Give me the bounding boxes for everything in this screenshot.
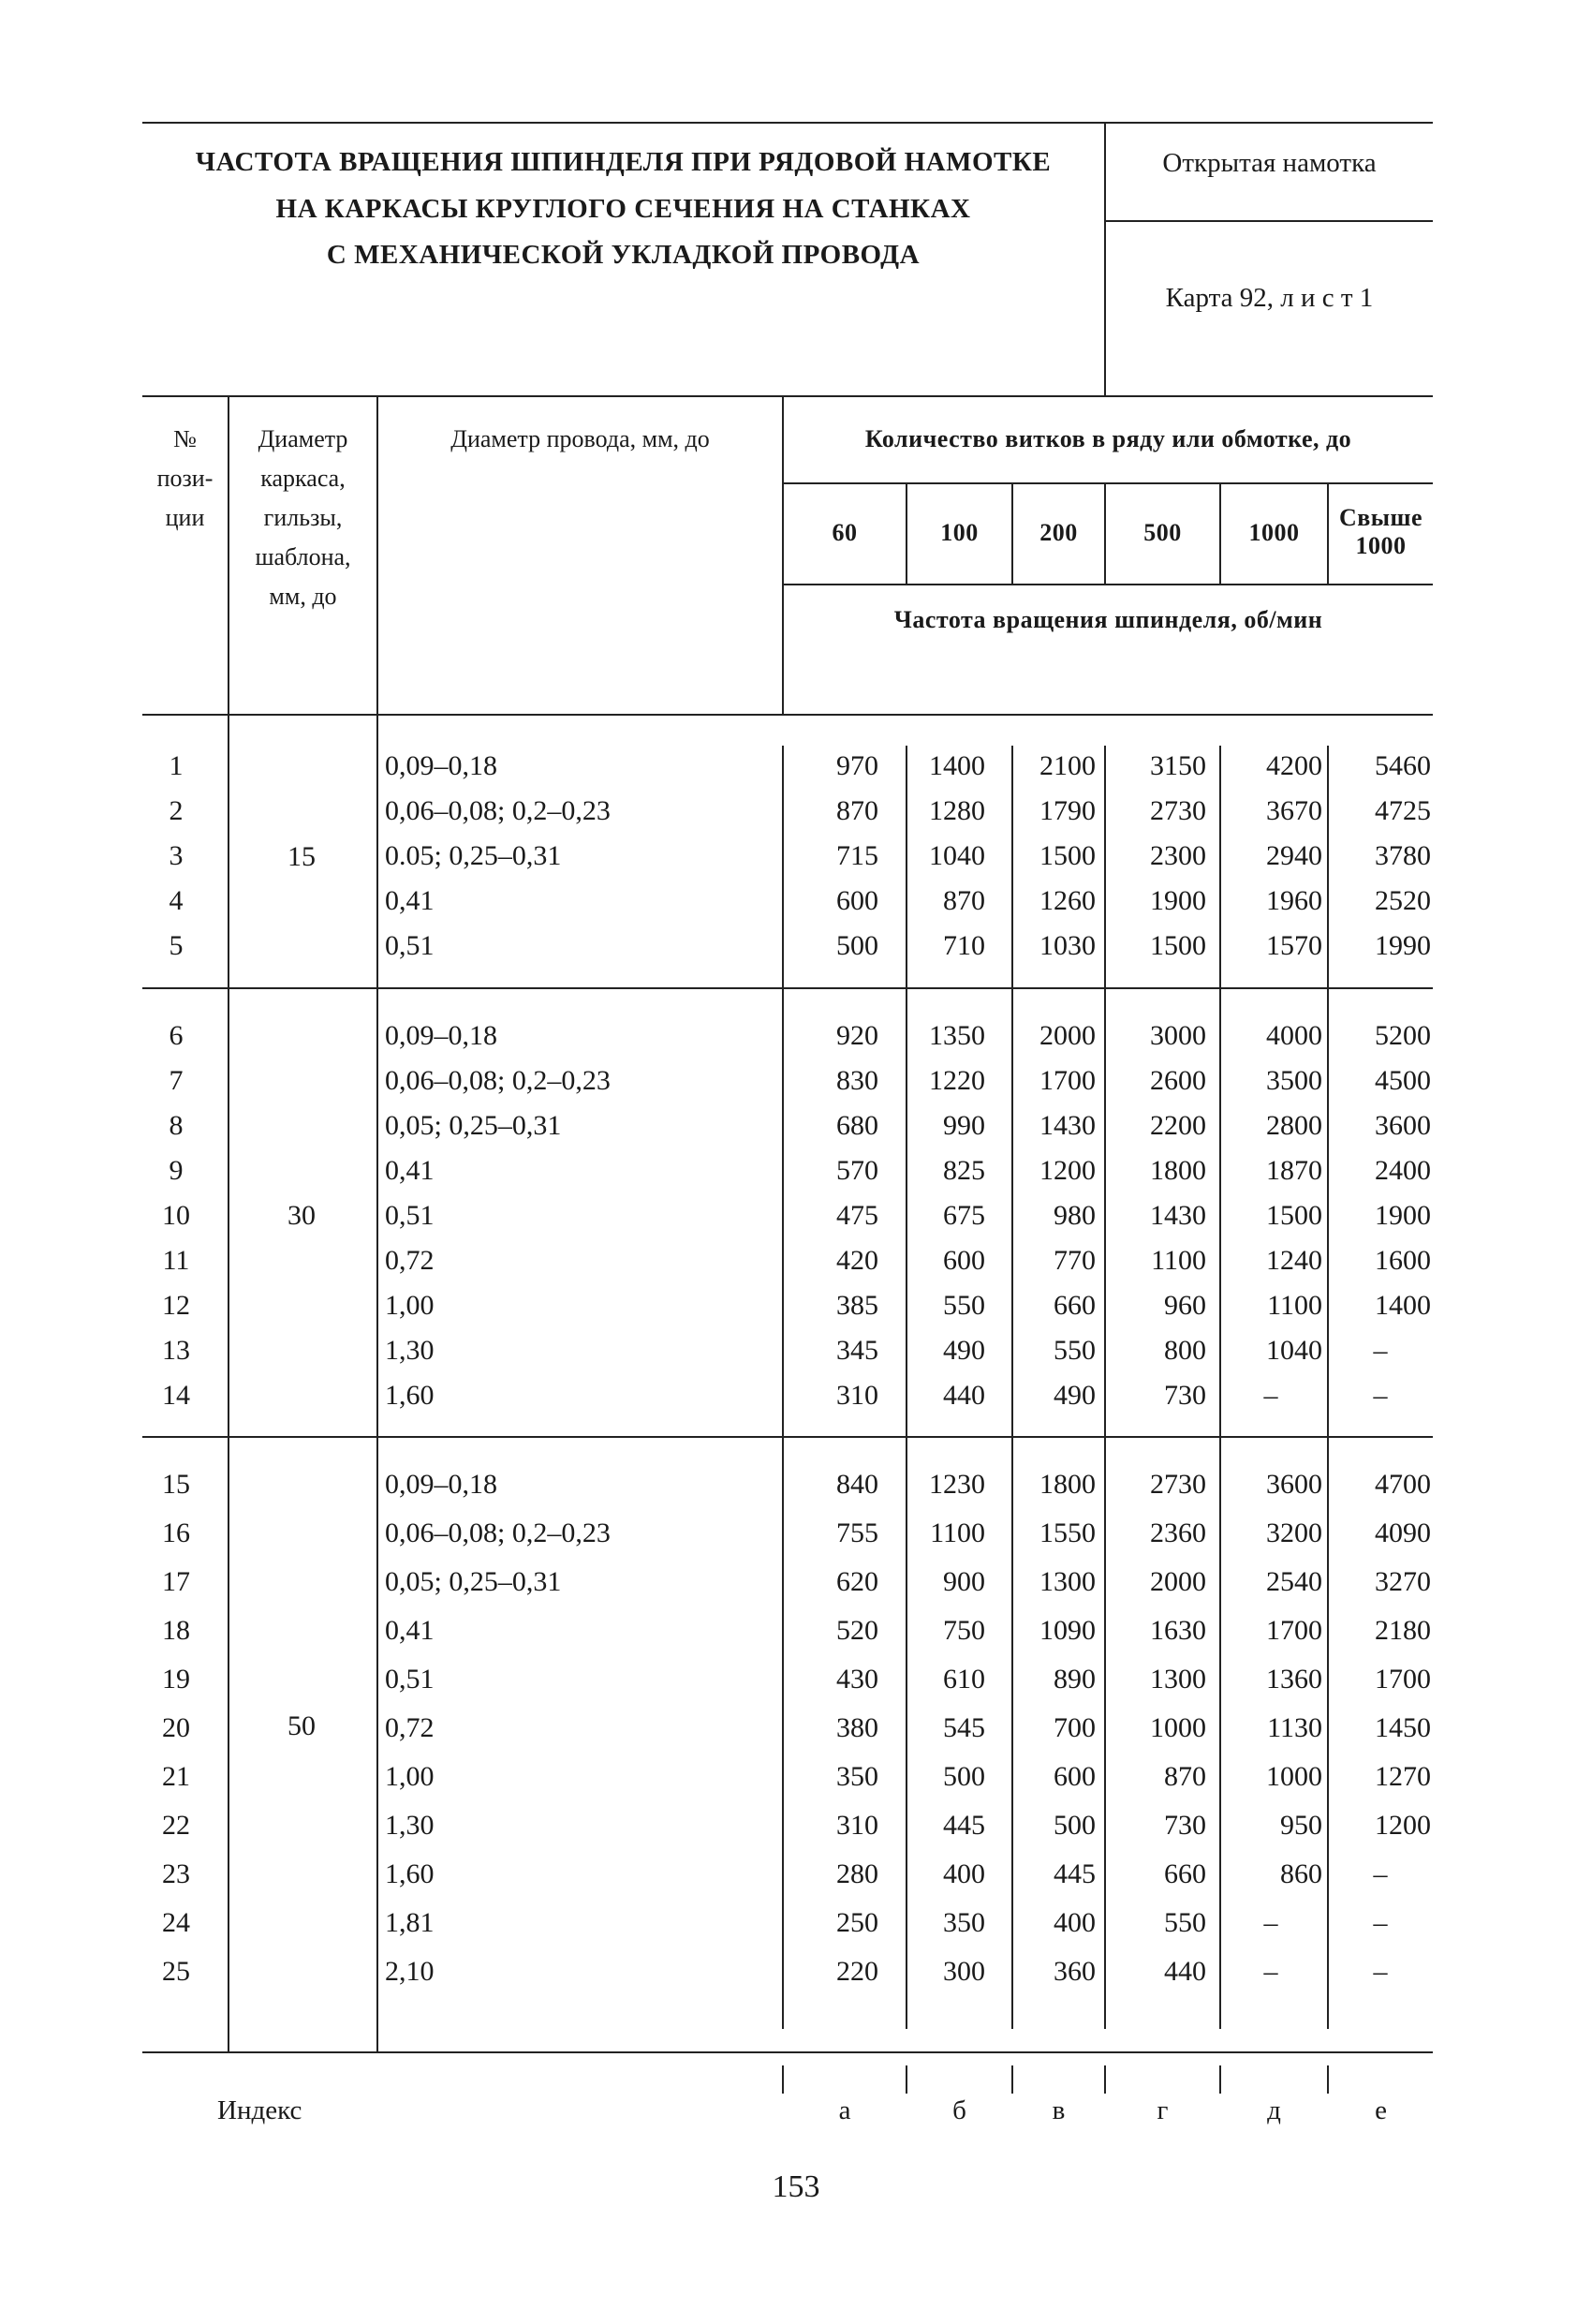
speed-g: 1800 — [1150, 1155, 1206, 1186]
wire-diameter: 0,09–0,18 — [385, 1469, 497, 1500]
speed-a: 250 — [836, 1907, 878, 1938]
speed-g: 1300 — [1150, 1664, 1206, 1695]
wire-diameter: 0,09–0,18 — [385, 750, 497, 781]
col-header-number — [142, 423, 228, 534]
speed-a: 715 — [836, 840, 878, 871]
index-tick-d — [1219, 2065, 1221, 2094]
speed-b: 990 — [943, 1110, 985, 1141]
speed-d: 3500 — [1266, 1065, 1322, 1096]
wire-diameter: 0,05; 0,25–0,31 — [385, 1110, 562, 1141]
group-rule-2 — [142, 1436, 1433, 1438]
speed-v: 490 — [1054, 1380, 1096, 1411]
row-number: 16 — [162, 1517, 190, 1548]
col-header-wire-diameter: Диаметр провода, мм, до — [450, 425, 710, 452]
col-header-speed: Частота вращения шпинделя, об/мин — [893, 606, 1323, 633]
speed-a: 385 — [836, 1290, 878, 1321]
speed-a: 830 — [836, 1065, 878, 1096]
index-tick-e — [1327, 2065, 1329, 2094]
wire-diameter: 0,09–0,18 — [385, 1020, 497, 1051]
speed-a: 475 — [836, 1200, 878, 1231]
turns-100: 100 — [940, 519, 979, 546]
speed-e: 5460 — [1375, 750, 1431, 781]
speed-v: 445 — [1054, 1858, 1096, 1889]
speed-d: – — [1263, 1907, 1278, 1938]
speed-e: 2520 — [1375, 885, 1431, 916]
row-number: 25 — [162, 1956, 190, 1987]
col-header-number-line-2: пози- — [156, 465, 214, 492]
speed-v: 660 — [1054, 1290, 1096, 1321]
frame-diameter-50: 50 — [287, 1710, 316, 1741]
wire-diameter: 0,51 — [385, 1664, 435, 1695]
speed-b: 1100 — [930, 1517, 985, 1548]
row-number: 19 — [162, 1664, 190, 1695]
speed-e: 4500 — [1375, 1065, 1431, 1096]
frame-diameter-15: 15 — [287, 841, 316, 872]
speed-d: 1100 — [1267, 1290, 1322, 1321]
turns-60: 60 — [832, 519, 858, 546]
row-number: 12 — [162, 1290, 190, 1321]
speed-g: 1100 — [1151, 1245, 1206, 1276]
speed-d: 860 — [1280, 1858, 1322, 1889]
speed-b: 1040 — [929, 840, 985, 871]
wire-diameter: 1,30 — [385, 1335, 435, 1366]
speed-g: 3000 — [1150, 1020, 1206, 1051]
speed-header-rule — [782, 584, 1433, 585]
col-header-frame-line-4: шаблона, — [255, 543, 351, 570]
wire-diameter: 0,06–0,08; 0,2–0,23 — [385, 1065, 611, 1096]
turns-over-1000: Свыше 1000 — [1338, 504, 1423, 559]
speed-g: 3150 — [1150, 750, 1206, 781]
turns-500: 500 — [1143, 519, 1182, 546]
speed-e: – — [1373, 1858, 1388, 1889]
col-header-frame-diameter — [229, 423, 376, 613]
row-number: 22 — [162, 1810, 190, 1841]
row-number: 2 — [169, 795, 184, 826]
speed-d: 2940 — [1266, 840, 1322, 871]
speed-a: 620 — [836, 1566, 878, 1597]
index-g: г — [1157, 2095, 1169, 2125]
row-number: 11 — [162, 1245, 190, 1276]
speed-a: 220 — [836, 1956, 878, 1987]
col-header-frame-line-5: мм, до — [269, 583, 337, 610]
group-rule-1 — [142, 987, 1433, 989]
speed-e: 2400 — [1375, 1155, 1431, 1186]
row-number: 13 — [162, 1335, 190, 1366]
table-bottom-rule — [142, 2051, 1433, 2053]
speed-g: 2360 — [1150, 1517, 1206, 1548]
wire-diameter: 0,06–0,08; 0,2–0,23 — [385, 795, 611, 826]
speed-v: 400 — [1054, 1907, 1096, 1938]
speed-d: 1960 — [1266, 885, 1322, 916]
speed-a: 970 — [836, 750, 878, 781]
index-tick-b — [906, 2065, 907, 2094]
speed-a: 345 — [836, 1335, 878, 1366]
col-line-e-body — [1327, 746, 1329, 2029]
speed-e: 5200 — [1375, 1020, 1431, 1051]
speed-a: 430 — [836, 1664, 878, 1695]
col-header-number-line-3: ции — [165, 504, 205, 531]
title-line-1: ЧАСТОТА ВРАЩЕНИЯ ШПИНДЕЛЯ ПРИ РЯДОВОЙ НАМОТКЕ — [195, 147, 1052, 177]
speed-b: 750 — [943, 1615, 985, 1646]
speed-b: 675 — [943, 1200, 985, 1231]
wire-diameter: 1,30 — [385, 1810, 435, 1841]
speed-g: 2000 — [1150, 1566, 1206, 1597]
wire-diameter: 1,60 — [385, 1380, 435, 1411]
col-line-g-body — [1104, 746, 1106, 2029]
speed-v: 2100 — [1039, 750, 1096, 781]
speed-g: 2730 — [1150, 1469, 1206, 1500]
table-header-rule — [142, 714, 1433, 716]
row-number: 24 — [162, 1907, 190, 1938]
speed-v: 1090 — [1039, 1615, 1096, 1646]
col-line-frame — [376, 397, 378, 2053]
wire-diameter: 1,60 — [385, 1858, 435, 1889]
speed-v: 360 — [1054, 1956, 1096, 1987]
speed-b: 1230 — [929, 1469, 985, 1500]
speed-v: 2000 — [1039, 1020, 1096, 1051]
col-header-frame-line-2: каркаса, — [260, 465, 346, 492]
speed-b: 400 — [943, 1858, 985, 1889]
wire-diameter: 0,41 — [385, 885, 435, 916]
col-line-b-body — [906, 746, 907, 2029]
wire-diameter: 0,72 — [385, 1245, 435, 1276]
speed-a: 500 — [836, 930, 878, 961]
speed-b: 300 — [943, 1956, 985, 1987]
speed-a: 870 — [836, 795, 878, 826]
speed-a: 310 — [836, 1380, 878, 1411]
wire-diameter: 0,51 — [385, 930, 435, 961]
speed-b: 1220 — [929, 1065, 985, 1096]
header-right-divider — [1104, 220, 1433, 222]
turns-1000: 1000 — [1248, 519, 1300, 546]
speed-d: 3600 — [1266, 1469, 1322, 1500]
speed-d: 4200 — [1266, 750, 1322, 781]
speed-e: 1900 — [1375, 1200, 1431, 1231]
speed-d: 1700 — [1266, 1615, 1322, 1646]
speed-g: 960 — [1164, 1290, 1206, 1321]
speed-v: 890 — [1054, 1664, 1096, 1695]
index-e: е — [1375, 2095, 1387, 2125]
index-d: д — [1267, 2095, 1281, 2125]
speed-b: 870 — [943, 885, 985, 916]
row-number: 8 — [169, 1110, 184, 1141]
col-header-frame-line-1: Диаметр — [258, 425, 348, 452]
speed-e: – — [1373, 1956, 1388, 1987]
speed-v: 1430 — [1039, 1110, 1096, 1141]
col-line-number — [228, 397, 229, 2053]
speed-d: 1360 — [1266, 1664, 1322, 1695]
wire-diameter: 0,06–0,08; 0,2–0,23 — [385, 1517, 611, 1548]
speed-v: 600 — [1054, 1761, 1096, 1792]
row-number: 23 — [162, 1858, 190, 1889]
row-number: 10 — [162, 1200, 190, 1231]
speed-a: 350 — [836, 1761, 878, 1792]
speed-a: 310 — [836, 1810, 878, 1841]
speed-a: 520 — [836, 1615, 878, 1646]
speed-e: 3780 — [1375, 840, 1431, 871]
title-line-2: НА КАРКАСЫ КРУГЛОГО СЕЧЕНИЯ НА СТАНКАХ — [275, 194, 971, 224]
row-number: 5 — [169, 930, 184, 961]
speed-v: 1550 — [1039, 1517, 1096, 1548]
speed-v: 1790 — [1039, 795, 1096, 826]
speed-g: 2730 — [1150, 795, 1206, 826]
speed-b: 550 — [943, 1290, 985, 1321]
wire-diameter: 1,00 — [385, 1761, 435, 1792]
speed-d: 3200 — [1266, 1517, 1322, 1548]
speed-e: 1700 — [1375, 1664, 1431, 1695]
speed-d: 3670 — [1266, 795, 1322, 826]
speed-g: 730 — [1164, 1810, 1206, 1841]
speed-a: 380 — [836, 1712, 878, 1743]
speed-d: 2800 — [1266, 1110, 1322, 1141]
speed-d: 1040 — [1266, 1335, 1322, 1366]
row-number: 18 — [162, 1615, 190, 1646]
speed-v: 1700 — [1039, 1065, 1096, 1096]
category-label: Открытая намотка — [1162, 148, 1377, 178]
speed-a: 840 — [836, 1469, 878, 1500]
speed-g: 1500 — [1150, 930, 1206, 961]
row-number: 3 — [169, 840, 184, 871]
speed-v: 1200 — [1039, 1155, 1096, 1186]
speed-b: 500 — [943, 1761, 985, 1792]
speed-d: 1000 — [1266, 1761, 1322, 1792]
row-number: 17 — [162, 1566, 190, 1597]
wire-diameter: 2,10 — [385, 1956, 435, 1987]
header-bottom-rule — [142, 395, 1433, 397]
speed-v: 1800 — [1039, 1469, 1096, 1500]
speed-g: 2600 — [1150, 1065, 1206, 1096]
speed-b: 1350 — [929, 1020, 985, 1051]
speed-g: 2200 — [1150, 1110, 1206, 1141]
speed-v: 1030 — [1039, 930, 1096, 961]
wire-diameter: 0,41 — [385, 1155, 435, 1186]
row-number: 7 — [169, 1065, 184, 1096]
row-number: 1 — [169, 750, 184, 781]
index-b: б — [952, 2095, 966, 2125]
speed-g: 660 — [1164, 1858, 1206, 1889]
speed-a: 420 — [836, 1245, 878, 1276]
speed-v: 980 — [1054, 1200, 1096, 1231]
speed-d: 1570 — [1266, 930, 1322, 961]
wire-diameter: 0,05; 0,25–0,31 — [385, 1566, 562, 1597]
speed-e: 1200 — [1375, 1810, 1431, 1841]
speed-v: 550 — [1054, 1335, 1096, 1366]
speed-e: – — [1373, 1907, 1388, 1938]
speed-e: 1990 — [1375, 930, 1431, 961]
speed-g: 440 — [1164, 1956, 1206, 1987]
col-header-number-line-1: № — [173, 425, 197, 452]
speed-g: 870 — [1164, 1761, 1206, 1792]
speed-b: 490 — [943, 1335, 985, 1366]
speed-a: 280 — [836, 1858, 878, 1889]
row-number: 20 — [162, 1712, 190, 1743]
wire-diameter: 1,81 — [385, 1907, 435, 1938]
speed-e: 1450 — [1375, 1712, 1431, 1743]
speed-v: 1260 — [1039, 885, 1096, 916]
speed-a: 680 — [836, 1110, 878, 1141]
speed-g: 1900 — [1150, 885, 1206, 916]
speed-d: – — [1263, 1380, 1278, 1411]
speed-d: 1870 — [1266, 1155, 1322, 1186]
speed-e: 2180 — [1375, 1615, 1431, 1646]
index-label: Индекс — [217, 2095, 302, 2125]
speed-d: 1500 — [1266, 1200, 1322, 1231]
wire-diameter: 1,00 — [385, 1290, 435, 1321]
page-number: 153 — [772, 2169, 820, 2204]
speed-e: – — [1373, 1380, 1388, 1411]
speed-e: 4725 — [1375, 795, 1431, 826]
wire-diameter: 0,41 — [385, 1615, 435, 1646]
speed-d: 950 — [1280, 1810, 1322, 1841]
speed-v: 500 — [1054, 1810, 1096, 1841]
frame-diameter-30: 30 — [287, 1200, 316, 1231]
speed-b: 1400 — [929, 750, 985, 781]
index-tick-g — [1104, 2065, 1106, 2094]
speed-b: 445 — [943, 1810, 985, 1841]
speed-b: 610 — [943, 1664, 985, 1695]
index-a: а — [838, 2095, 851, 2125]
speed-e: – — [1373, 1335, 1388, 1366]
speed-v: 700 — [1054, 1712, 1096, 1743]
col-header-frame-line-3: гильзы, — [263, 504, 343, 531]
speed-d: 2540 — [1266, 1566, 1322, 1597]
wire-diameter: 0,51 — [385, 1200, 435, 1231]
turns-header-rule — [782, 482, 1433, 484]
row-number: 6 — [169, 1020, 184, 1051]
card-label: Карта 92, л и с т 1 — [1165, 283, 1374, 313]
top-rule — [142, 122, 1433, 124]
speed-e: 3270 — [1375, 1566, 1431, 1597]
speed-v: 1500 — [1039, 840, 1096, 871]
row-number: 14 — [162, 1380, 190, 1411]
speed-b: 545 — [943, 1712, 985, 1743]
speed-v: 1300 — [1039, 1566, 1096, 1597]
speed-b: 600 — [943, 1245, 985, 1276]
col-header-turns: Количество витков в ряду или обмотке, до — [864, 425, 1352, 452]
speed-e: 3600 — [1375, 1110, 1431, 1141]
speed-g: 550 — [1164, 1907, 1206, 1938]
speed-e: 1400 — [1375, 1290, 1431, 1321]
row-number: 21 — [162, 1761, 190, 1792]
speed-a: 600 — [836, 885, 878, 916]
speed-a: 920 — [836, 1020, 878, 1051]
speed-e: 1600 — [1375, 1245, 1431, 1276]
speed-g: 1630 — [1150, 1615, 1206, 1646]
index-v: в — [1052, 2095, 1066, 2125]
speed-b: 1280 — [929, 795, 985, 826]
speed-e: 4090 — [1375, 1517, 1431, 1548]
speed-a: 570 — [836, 1155, 878, 1186]
speed-g: 1430 — [1150, 1200, 1206, 1231]
speed-b: 710 — [943, 930, 985, 961]
title-line-3: С МЕХАНИЧЕСКОЙ УКЛАДКОЙ ПРОВОДА — [326, 240, 921, 270]
wire-diameter: 0,72 — [385, 1712, 435, 1743]
speed-g: 1000 — [1150, 1712, 1206, 1743]
row-number: 15 — [162, 1469, 190, 1500]
speed-d: 1240 — [1266, 1245, 1322, 1276]
wire-diameter: 0.05; 0,25–0,31 — [385, 840, 562, 871]
speed-d: 1130 — [1267, 1712, 1322, 1743]
speed-e: 4700 — [1375, 1469, 1431, 1500]
speed-d: 4000 — [1266, 1020, 1322, 1051]
speed-d: – — [1263, 1956, 1278, 1987]
row-number: 9 — [169, 1155, 184, 1186]
index-tick-v — [1011, 2065, 1013, 2094]
speed-b: 350 — [943, 1907, 985, 1938]
index-tick-a — [782, 2065, 784, 2094]
speed-e: 1270 — [1375, 1761, 1431, 1792]
speed-b: 900 — [943, 1566, 985, 1597]
speed-g: 2300 — [1150, 840, 1206, 871]
row-number: 4 — [169, 885, 184, 916]
speed-a: 755 — [836, 1517, 878, 1548]
speed-v: 770 — [1054, 1245, 1096, 1276]
speed-b: 440 — [943, 1380, 985, 1411]
speed-b: 825 — [943, 1155, 985, 1186]
turns-200: 200 — [1039, 519, 1078, 546]
speed-g: 730 — [1164, 1380, 1206, 1411]
speed-g: 800 — [1164, 1335, 1206, 1366]
